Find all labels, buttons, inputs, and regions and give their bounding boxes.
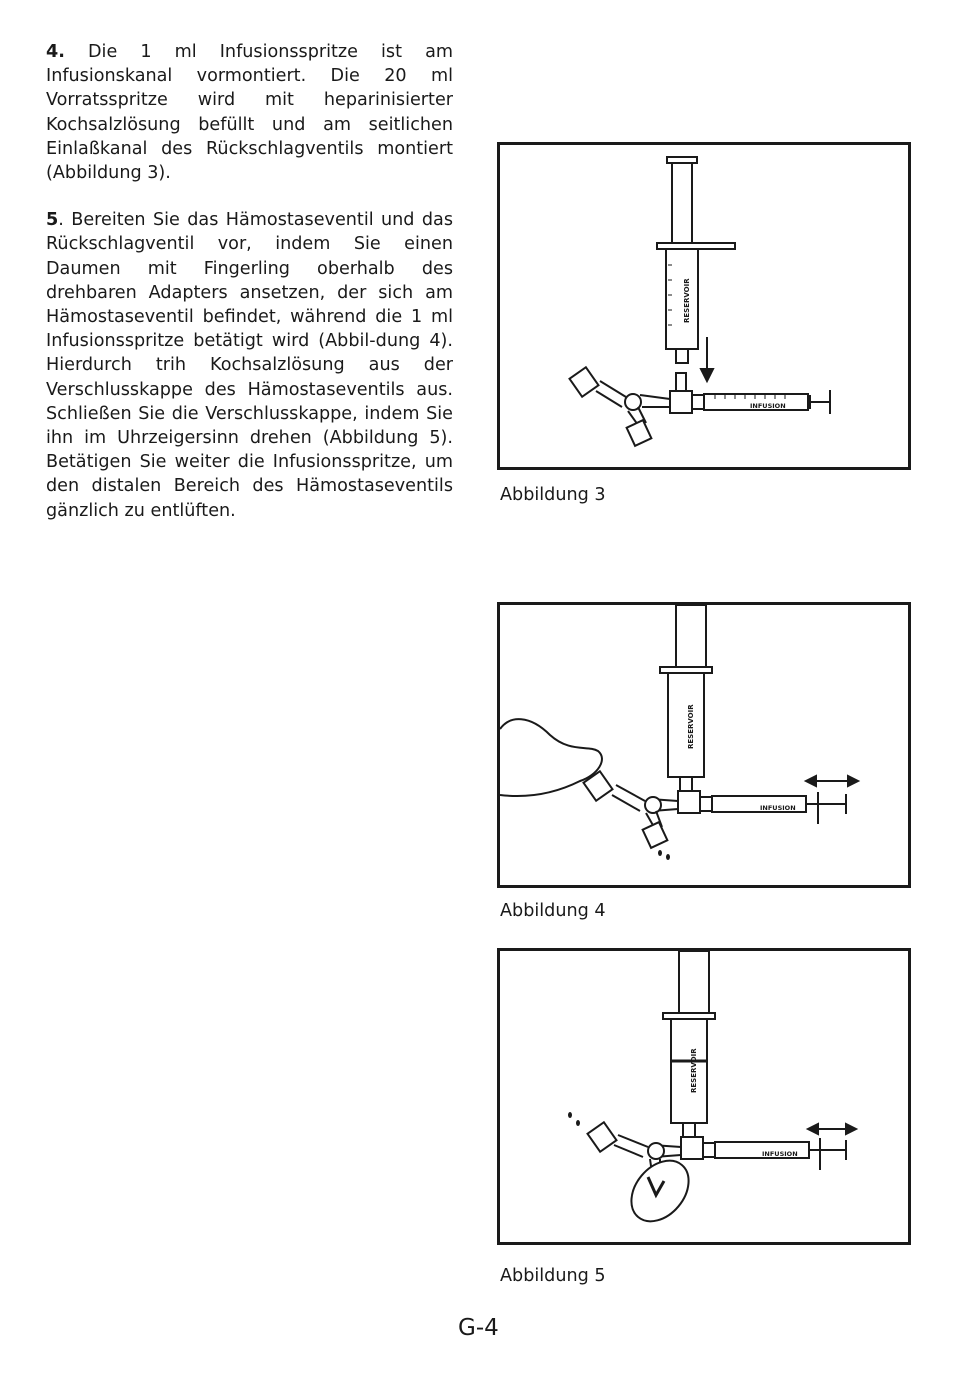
- reservoir-label: RESERVOIR: [690, 1048, 698, 1093]
- step-5-text: . Bereiten Sie das Hämostaseventil und das Rückschlagventil vor, indem Sie einen Daumen mit Fingerling oberhalb des drehbaren Adapters ansetzen, der sich am Hämostaseventil befindet, während die 1 ml Infusionsspritze betätigt wird (Abbil-dung 4). Hierdurch trih Kochsalzlösung aus der Verschlusskappe des Hämostaseventils aus. Schließen Sie die Verschlusskappe, indem Sie ihn im Uhrzeigersinn drehen (Abbildung 5). Betätigen Sie weiter die Infusionsspritze, um den distalen Bereich des Hämostaseventils gänzlich zu entlüften.: [46, 210, 453, 521]
- infusion-label: INFUSION: [750, 402, 786, 410]
- step-5-paragraph: [46, 208, 453, 523]
- figure-4-illustration: [497, 602, 911, 888]
- step-4-text: Die 1 ml Infusionsspritze ist am Infusionskanal vormontiert. Die 20 ml Vorratsspritze wird mit heparinisierter Kochsalzlösung befüllt und am seitlichen Einlaßkanal des Rückschlagventils montiert (Abbildung 3).: [46, 42, 453, 184]
- step-4-number: 4.: [46, 42, 65, 62]
- syringe-assembly-diagram: [500, 605, 908, 885]
- figure-4-caption: Abbildung 4: [500, 901, 606, 921]
- step-4-paragraph: [46, 40, 453, 185]
- reservoir-label: RESERVOIR: [687, 704, 695, 749]
- syringe-assembly-diagram: [500, 951, 908, 1242]
- instruction-text: [46, 40, 453, 546]
- page-number: G-4: [458, 1315, 499, 1341]
- figure-3-caption: Abbildung 3: [500, 485, 606, 505]
- figure-5-illustration: [497, 948, 911, 1245]
- infusion-label: INFUSION: [762, 1150, 798, 1158]
- step-5-number: 5: [46, 210, 59, 231]
- syringe-assembly-diagram: [500, 145, 908, 467]
- reservoir-label: RESERVOIR: [683, 278, 691, 323]
- infusion-label: INFUSION: [760, 804, 796, 812]
- figure-5-caption: Abbildung 5: [500, 1266, 606, 1286]
- figure-3-illustration: [497, 142, 911, 470]
